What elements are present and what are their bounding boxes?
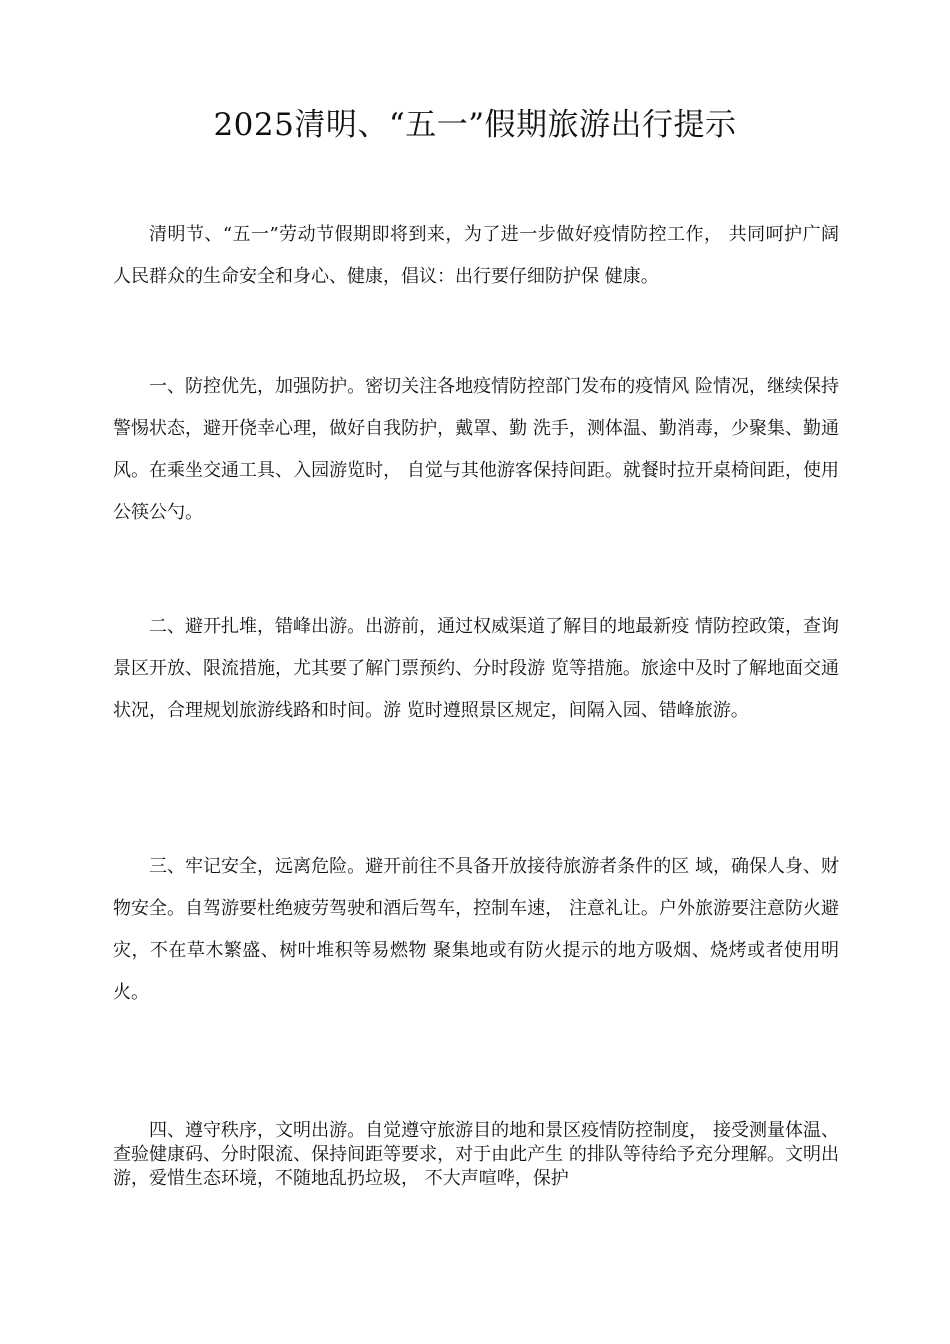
paragraph-3: 三、牢记安全，远离危险。避开前往不具备开放接待旅游者条件的区 域，确保人身、财物安全。自驾游要杜绝疲劳驾驶和酒后驾车，控制车速， 注意礼让。户外旅游要注意防火避灾，不在草木繁盛、树叶堆积等易燃物 聚集地或有防火提示的地方吸烟、烧烤或者使用明火。 [113,856,839,1003]
intro-paragraph: 清明节、“五一”劳动节假期即将到来，为了进一步做好疫情防控工作， 共同呵护广阔人民群众的生命安全和身心、健康，倡议：出行要仔细防护保 健康。 [113,224,839,287]
paragraph-1: 一、防控优先，加强防护。密切关注各地疫情防控部门发布的疫情风 险情况，继续保持警惕状态，避开侥幸心理，做好自我防护，戴罩、勤 洗手，测体温、勤消毒，少聚集、勤通风。在乘坐交通工具、入园游览时， 自觉与其他游客保持间距。就餐时拉开桌椅间距，使用公筷公勺。 [113,376,839,523]
paragraph-4: 四、遵守秩序，文明出游。自觉遵守旅游目的地和景区疫情防控制度， 接受测量体温、查验健康码、分时限流、保持间距等要求，对于由此产生 的排队等待给予充分理解。文明出游，爱惜生态环境，不随地乱扔垃圾， 不大声喧哗，保护 [113,1120,839,1189]
document-title: 2025清明、“五一”假期旅游出行提示 [213,107,737,143]
paragraph-2: 二、避开扎堆，错峰出游。出游前，通过权威渠道了解目的地最新疫 情防控政策，查询景区开放、限流措施，尤其要了解门票预约、分时段游 览等措施。旅途中及时了解地面交通状况，合理规划旅游线路和时间。游 览时遵照景区规定，间隔入园、错峰旅游。 [113,616,839,721]
